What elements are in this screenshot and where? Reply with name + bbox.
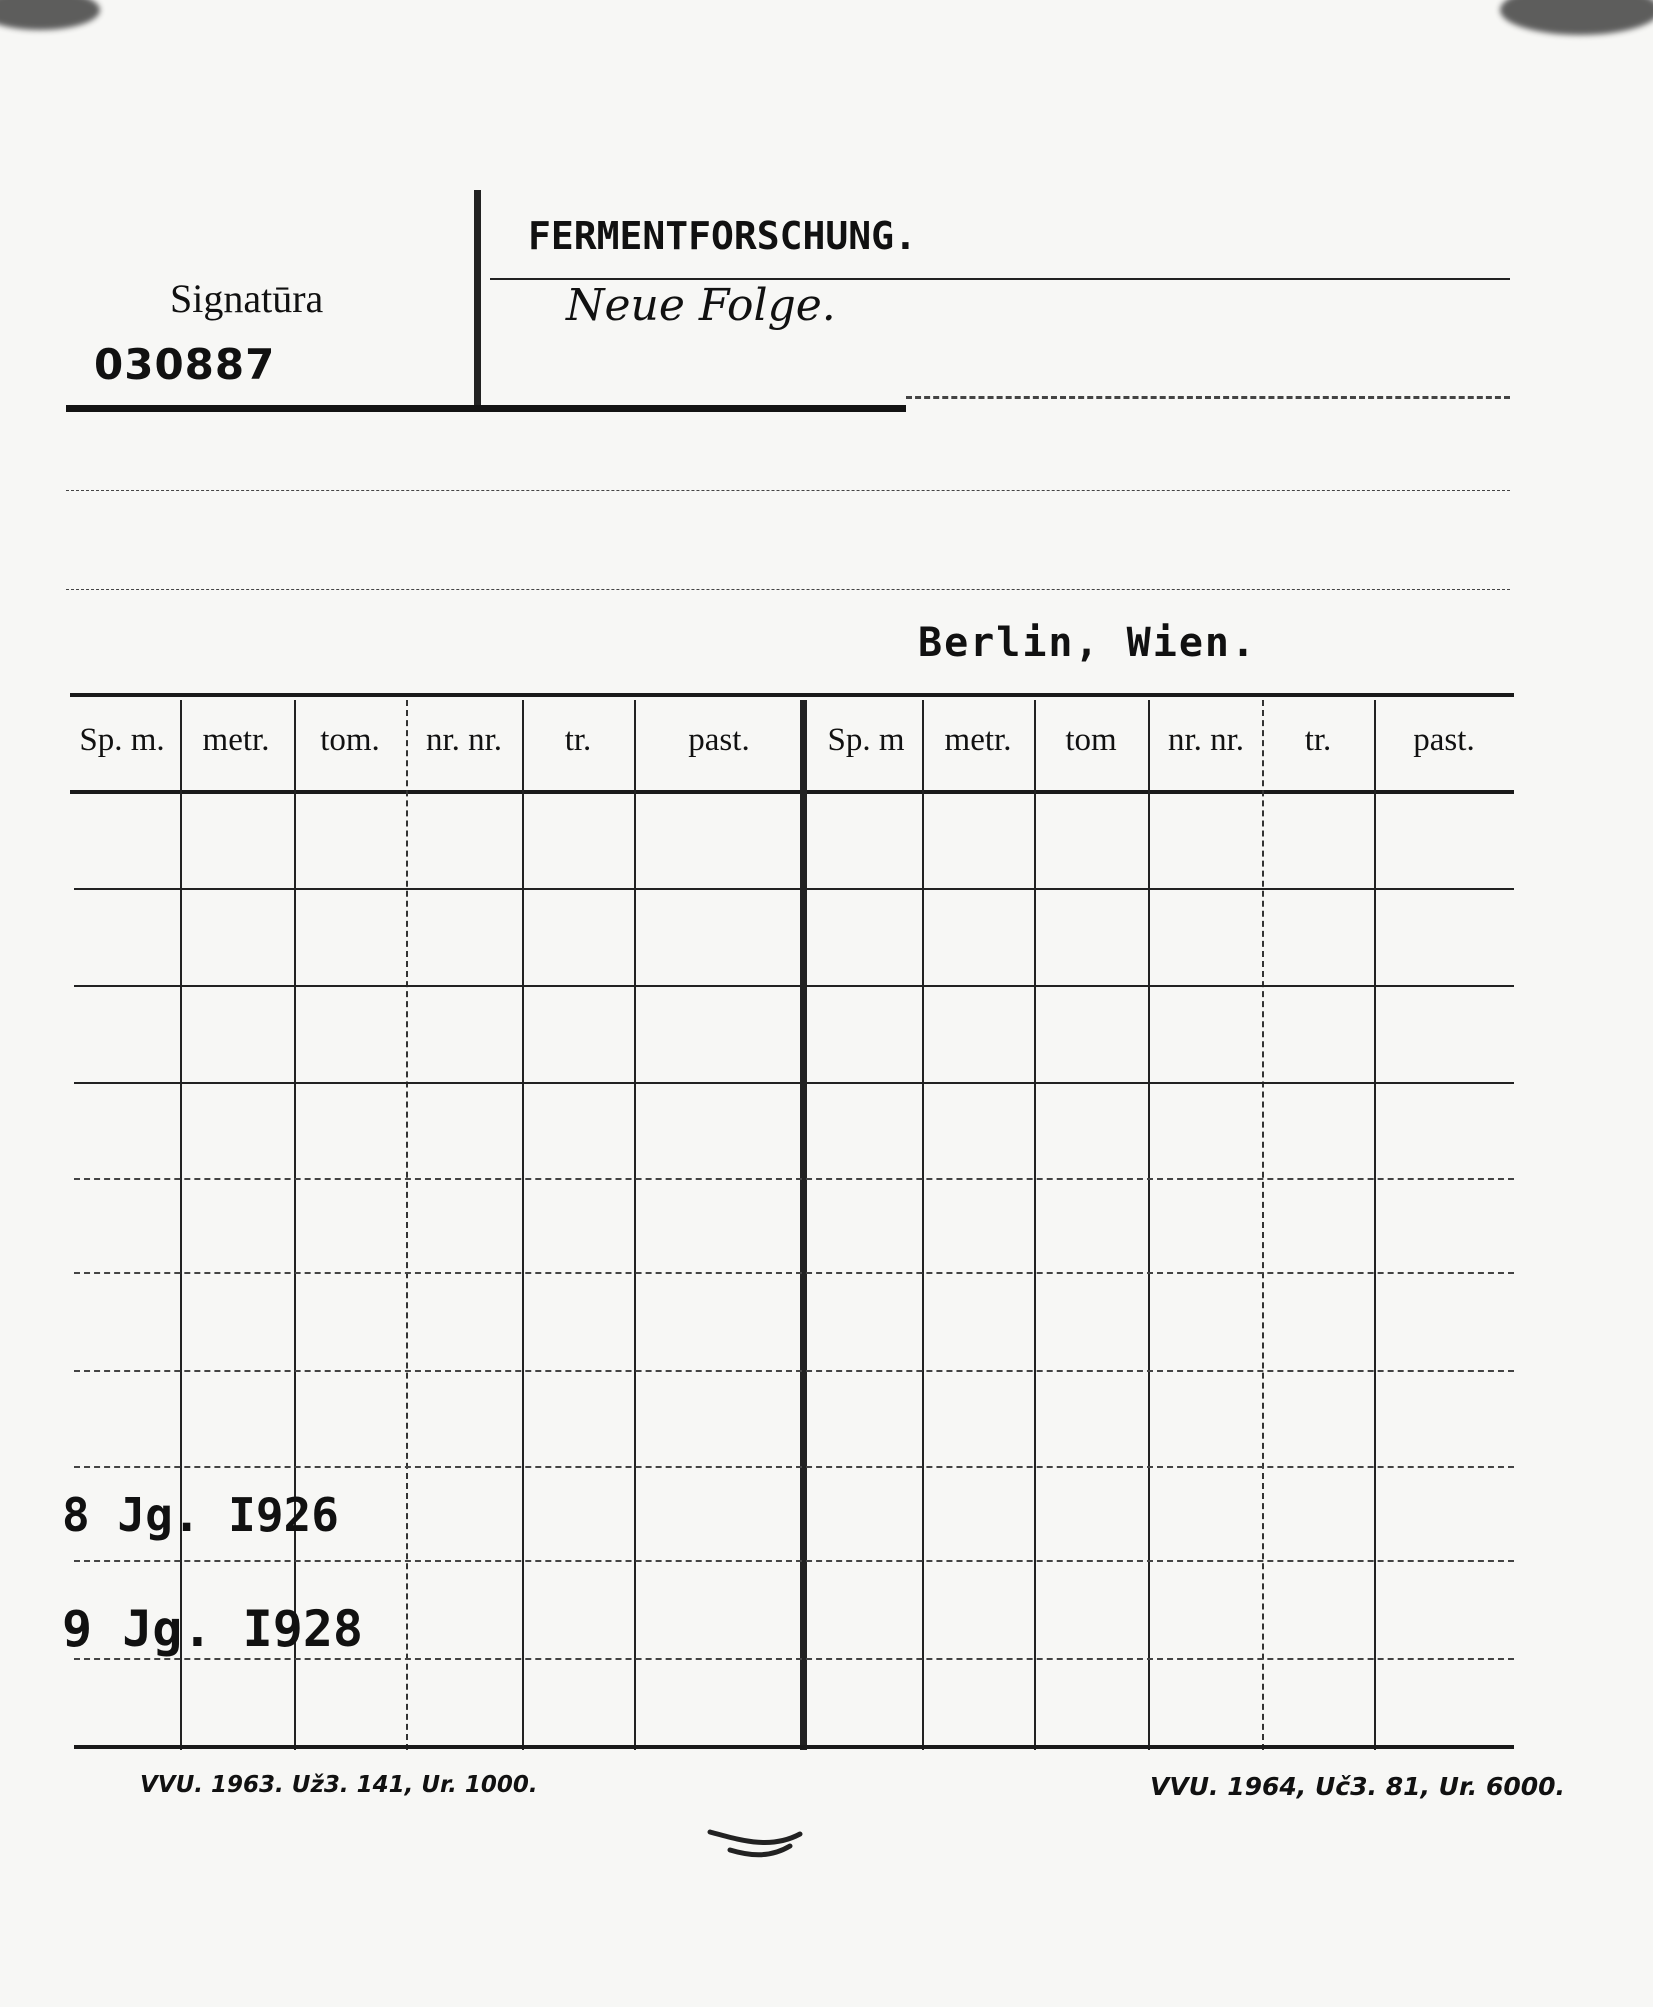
holding-entry-1: 8 Jg. I926 <box>62 1488 339 1542</box>
row-line <box>74 985 1514 987</box>
center-double-rule <box>800 700 807 1750</box>
signature-label: Signatūra <box>170 276 324 321</box>
footer-print-note-right: VVU. 1964, Uč3. 81, Ur. 6000. <box>1150 1772 1566 1801</box>
holding-entry-2: 9 Jg. I928 <box>62 1600 364 1658</box>
column-line <box>406 700 408 1750</box>
column-line <box>1034 700 1036 1750</box>
col-header-tom: tom. <box>320 722 380 758</box>
table-bottom-rule <box>74 1745 1514 1749</box>
pen-scribble-mark <box>700 1820 820 1870</box>
table-top-rule <box>70 693 1514 697</box>
blank-line-2 <box>66 589 1510 590</box>
col-header-nr-nr-right: nr. nr. <box>1167 722 1245 758</box>
col-header-past: past. <box>688 722 750 758</box>
col-header-past-right: past. <box>1413 722 1475 758</box>
row-line <box>74 1082 1514 1084</box>
col-header-sp-m-right: Sp. m <box>827 722 905 758</box>
column-line <box>1262 700 1264 1750</box>
footer-print-note-left: VVU. 1963. Už3. 141, Ur. 1000. <box>140 1772 538 1798</box>
col-header-tr: tr. <box>564 722 592 758</box>
blank-line-1 <box>66 490 1510 491</box>
column-line <box>634 700 636 1750</box>
header-bottom-rule-faded <box>906 396 1510 399</box>
column-line <box>1148 700 1150 1750</box>
row-line <box>74 1658 1514 1660</box>
column-line <box>1374 700 1376 1750</box>
header-bottom-rule <box>66 405 906 412</box>
header-divider <box>474 190 481 405</box>
column-line <box>522 700 524 1750</box>
signature-value: 030887 <box>94 340 276 389</box>
column-line <box>180 700 182 1750</box>
journal-subtitle: Neue Folge. <box>566 280 836 331</box>
row-line <box>74 1466 1514 1468</box>
col-header-tom-right: tom <box>1065 722 1117 758</box>
column-line <box>922 700 924 1750</box>
row-line <box>74 1178 1514 1180</box>
col-header-sp-m: Sp. m. <box>79 722 165 758</box>
col-header-metr-right: metr. <box>944 722 1012 758</box>
corner-smudge-right <box>1500 0 1653 35</box>
row-line <box>74 1370 1514 1372</box>
col-header-metr: metr. <box>202 722 270 758</box>
table-header-rule <box>70 790 1514 794</box>
corner-smudge-left <box>0 0 100 30</box>
place-of-publication: Berlin, Wien. <box>918 620 1258 666</box>
row-line <box>74 888 1514 890</box>
col-header-nr-nr: nr. nr. <box>425 722 503 758</box>
col-header-tr-right: tr. <box>1304 722 1332 758</box>
journal-title: FERMENTFORSCHUNG. <box>528 214 917 258</box>
column-line <box>294 700 296 1750</box>
row-line <box>74 1560 1514 1562</box>
row-line <box>74 1272 1514 1274</box>
